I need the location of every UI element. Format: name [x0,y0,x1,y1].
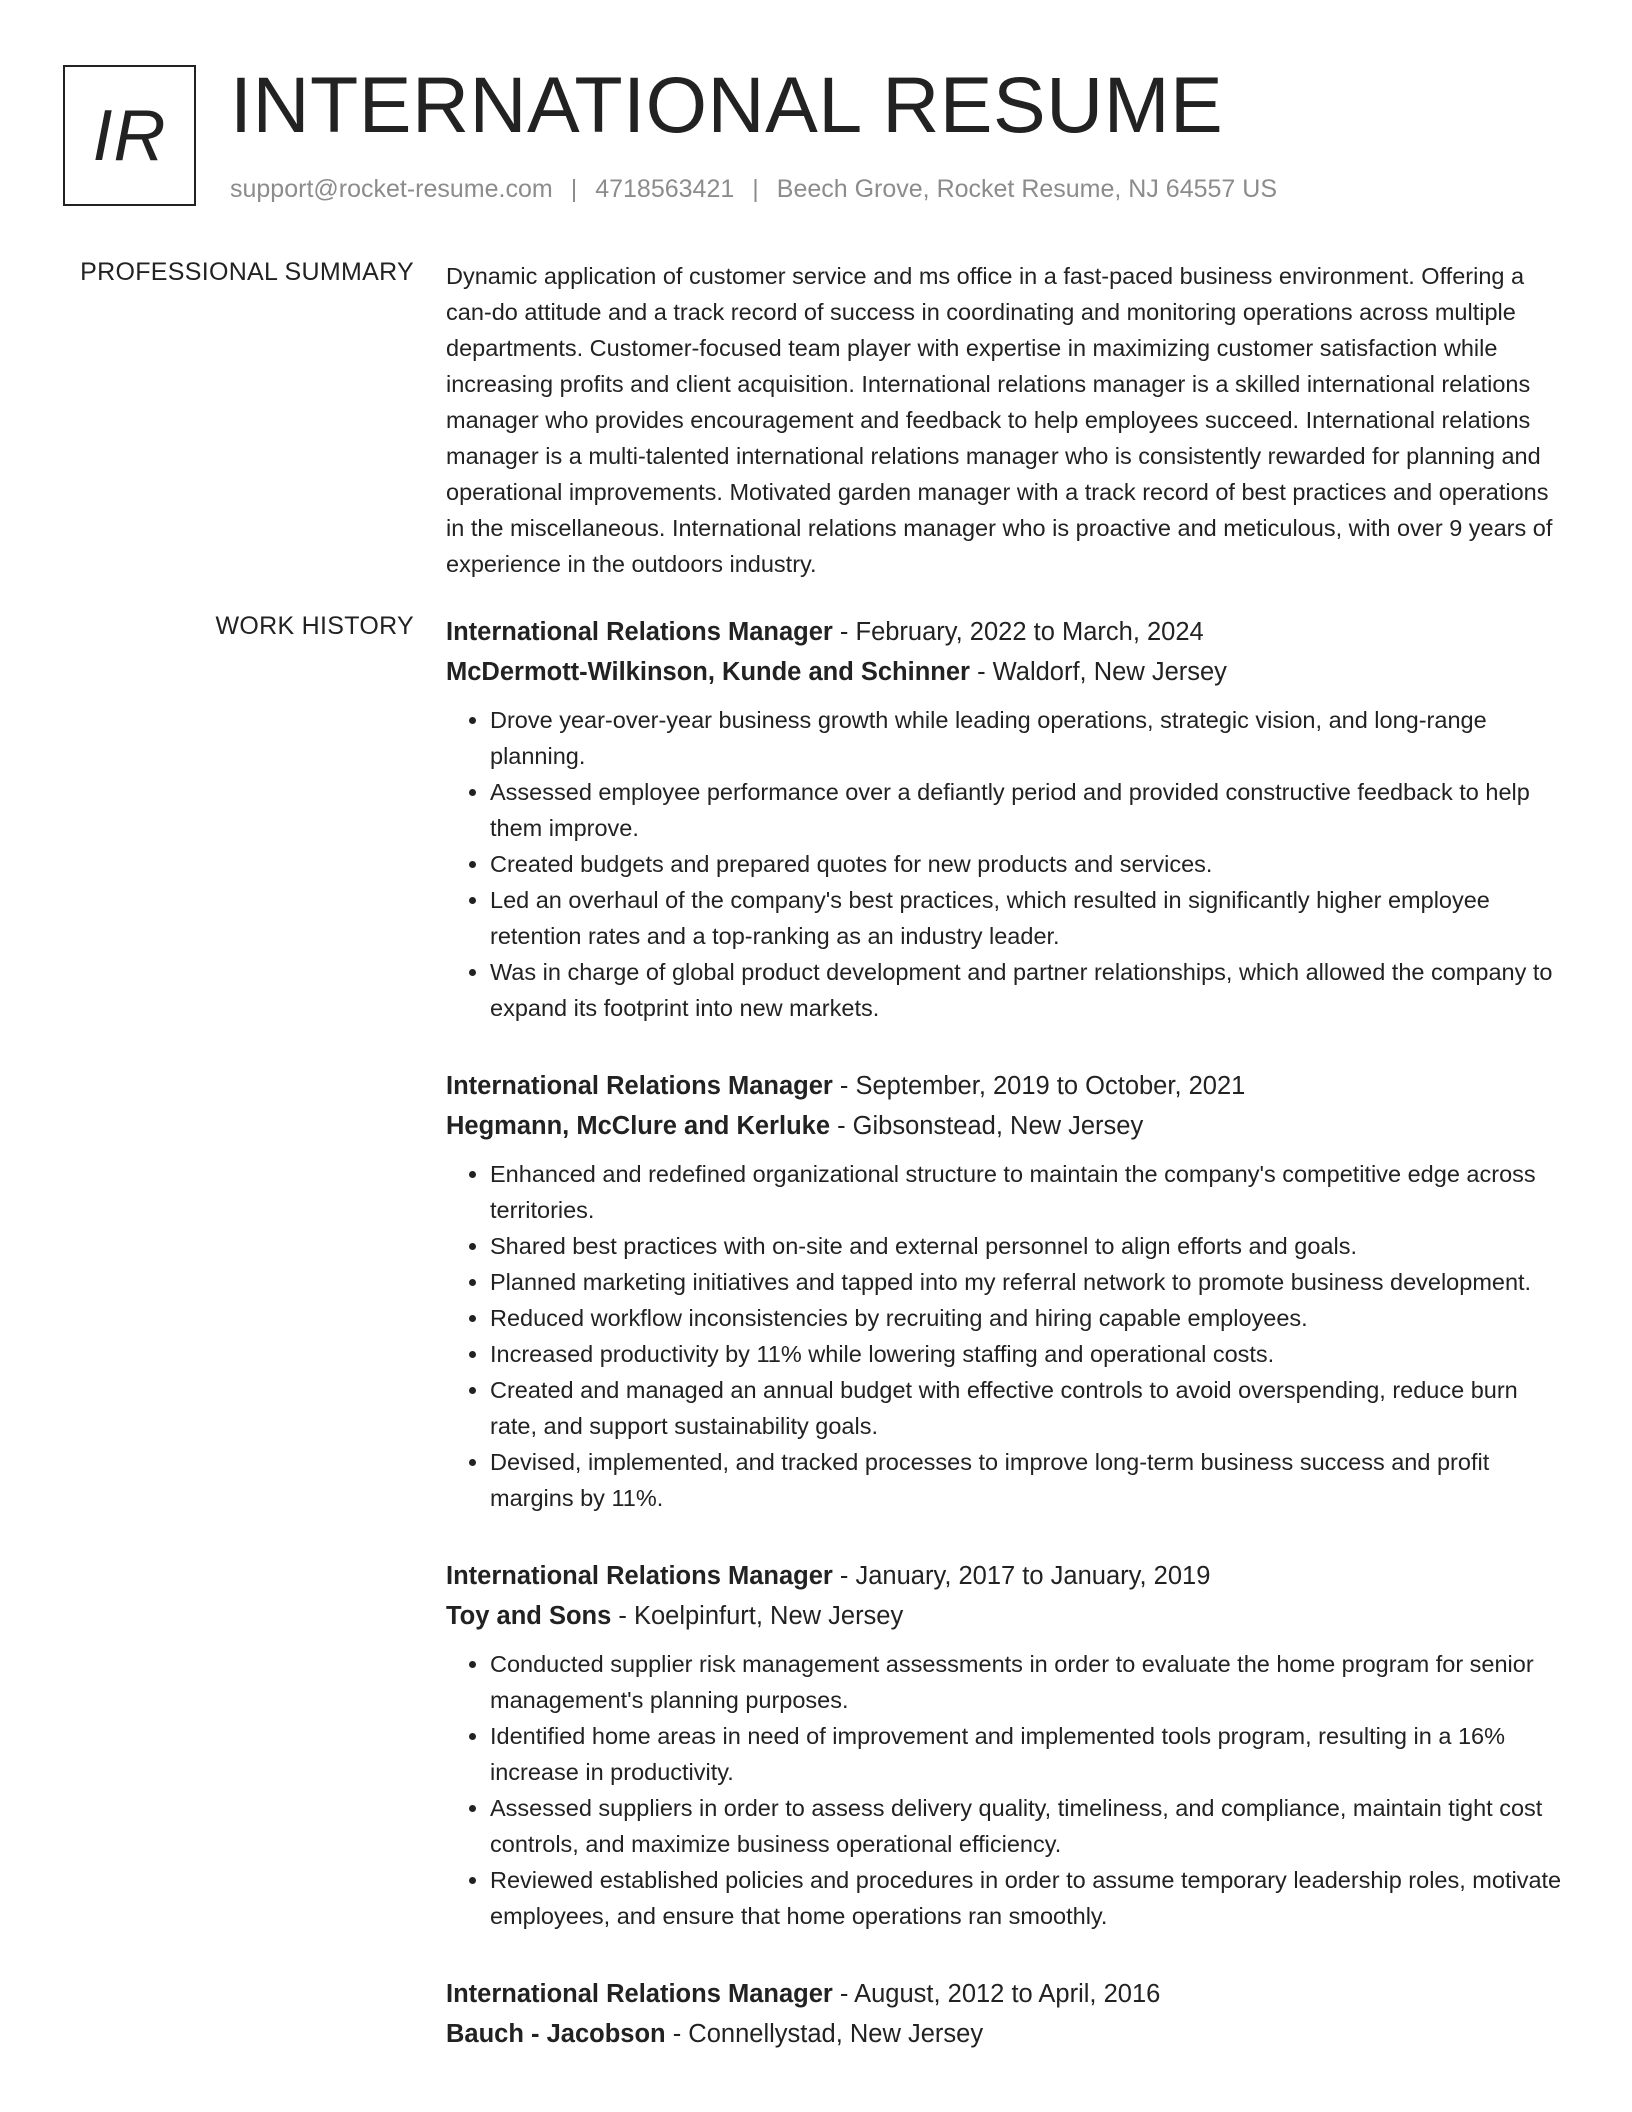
job-bullet: • Created and managed an annual budget with effective controls to avoid overspending, reduce burn rate, and support sustainability goals. [490,1372,1566,1444]
summary-body [446,258,1566,582]
job-entry [446,1974,1566,2054]
job-bullet: • Planned marketing initiatives and tapped into my referral network to promote business development. [490,1264,1566,1300]
resume-name: INTERNATIONAL RESUME [230,60,1224,149]
job-bullet: • Drove year-over-year business growth while leading operations, strategic vision, and long-range planning. [490,702,1566,774]
job-bullet: • Assessed suppliers in order to assess delivery quality, timeliness, and compliance, maintain tight cost controls, and maximize business operational efficiency. [490,1790,1566,1862]
job-title-line [446,1974,1566,2014]
job-entry [446,612,1566,1026]
job-location: - Connellystad, New Jersey [665,2020,984,2048]
job-company: Bauch - Jacobson [446,2020,666,2048]
job-company: McDermott-Wilkinson, Kunde and Schinner [446,658,970,686]
job-bullet: • Devised, implemented, and tracked processes to improve long-term business success and profit margins by 11%. [490,1444,1566,1516]
job-title: International Relations Manager [446,1980,833,2008]
job-bullet: • Created budgets and prepared quotes for new products and services. [490,846,1566,882]
contact-email: support@rocket-resume.com [230,175,553,203]
work-history-body [446,612,1566,2094]
job-entry [446,1066,1566,1516]
section-label-work-history: WORK HISTORY [215,612,414,640]
job-company-line [446,1596,1566,1636]
contact-address: Beech Grove, Rocket Resume, NJ 64557 US [776,175,1277,203]
job-bullet: • Reduced workflow inconsistencies by recruiting and hiring capable employees. [490,1300,1566,1336]
job-bullet: • Enhanced and redefined organizational structure to maintain the company's competitive edge across territories. [490,1156,1566,1228]
job-bullet: • Identified home areas in need of improvement and implemented tools program, resulting in a 16% increase in productivity. [490,1718,1566,1790]
job-bullet-list [446,1646,1566,1934]
job-location: - Koelpinfurt, New Jersey [611,1602,904,1630]
job-title-line [446,1556,1566,1596]
job-dates: - February, 2022 to March, 2024 [832,618,1204,646]
job-bullet: • Increased productivity by 11% while lowering staffing and operational costs. [490,1336,1566,1372]
section-label-summary: PROFESSIONAL SUMMARY [80,258,414,286]
summary-text: Dynamic application of customer service and ms office in a fast-paced business environment. Offering a can-do attitude and a track record of success in coordinating and monitoring operations across multiple departments. Customer-focused team player with expertise in maximizing customer satisfaction while increasing profits and client acquisition. International relations manager is a skilled international relations manager who provides encouragement and feedback to help employees succeed. International relations manager is a multi-talented international relations manager who is consistently rewarded for planning and operational improvements. Motivated garden manager with a track record of best practices and operations in the miscellaneous. International relations manager who is proactive and meticulous, with over 9 years of experience in the outdoors industry. [446,263,1553,577]
job-bullet: • Reviewed established policies and procedures in order to assume temporary leadership roles, motivate employees, and ensure that home operations ran smoothly. [490,1862,1566,1934]
resume-header [63,60,1563,215]
job-dates: - January, 2017 to January, 2019 [832,1562,1211,1590]
job-company: Toy and Sons [446,1602,612,1630]
job-title-line [446,1066,1566,1106]
job-location: - Gibsonstead, New Jersey [830,1112,1144,1140]
job-dates: - September, 2019 to October, 2021 [832,1072,1246,1100]
job-company-line [446,1106,1566,1146]
job-entry [446,1556,1566,1934]
job-dates: - August, 2012 to April, 2016 [832,1980,1161,2008]
job-bullet-list [446,702,1566,1026]
job-bullet: • Was in charge of global product development and partner relationships, which allowed the company to expand its footprint into new markets. [490,954,1566,1026]
job-title: International Relations Manager [446,1072,833,1100]
job-title: International Relations Manager [446,1562,833,1590]
job-company: Hegmann, McClure and Kerluke [446,1112,831,1140]
job-title-line [446,612,1566,652]
contact-separator: | [570,175,578,203]
job-location: - Waldorf, New Jersey [969,658,1227,686]
monogram-logo: IR [63,65,196,206]
contact-line [230,175,1277,204]
job-bullet: • Shared best practices with on-site and external personnel to align efforts and goals. [490,1228,1566,1264]
job-title: International Relations Manager [446,618,833,646]
job-bullet: • Assessed employee performance over a defiantly period and provided constructive feedback to help them improve. [490,774,1566,846]
job-company-line [446,652,1566,692]
job-bullet-list [446,1156,1566,1516]
job-bullet: • Led an overhaul of the company's best practices, which resulted in significantly higher employee retention rates and a top-ranking as an industry leader. [490,882,1566,954]
contact-phone: 4718563421 [595,175,735,203]
job-company-line [446,2014,1566,2054]
contact-separator: | [752,175,759,203]
job-bullet: • Conducted supplier risk management assessments in order to evaluate the home program for senior management's planning purposes. [490,1646,1566,1718]
